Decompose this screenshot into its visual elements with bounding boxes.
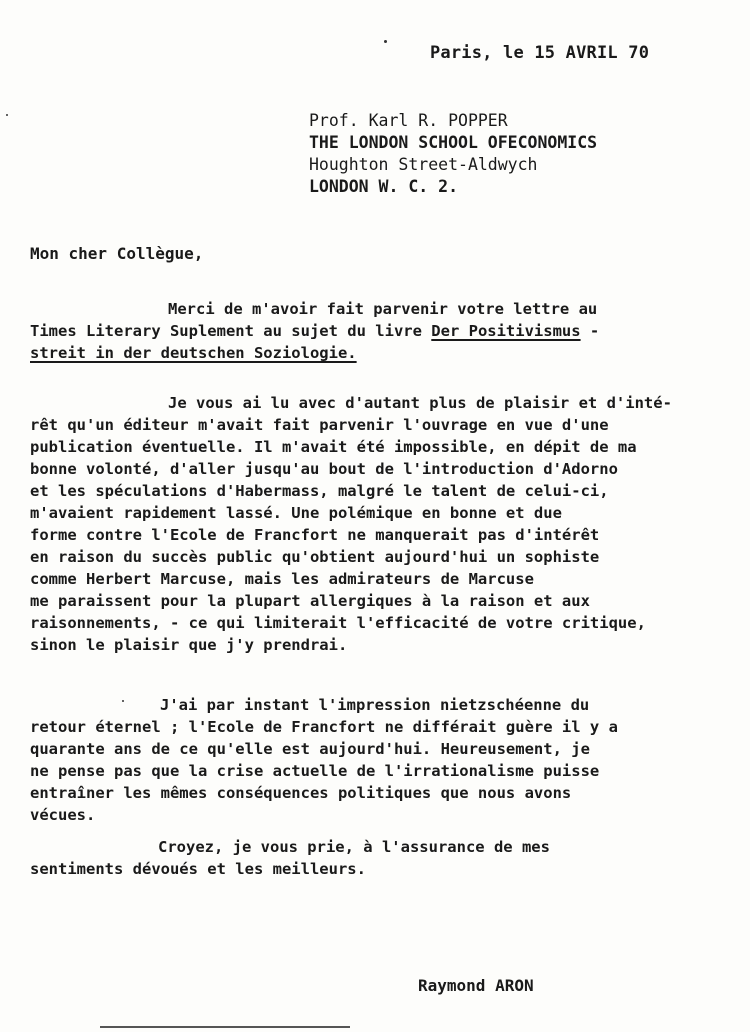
paragraph-line: J'ai par instant l'impression nietzschéenne du: [160, 696, 590, 714]
address-line-institution: THE LONDON SCHOOL OFECONOMICS: [309, 133, 598, 152]
paragraph-4: [30, 836, 735, 880]
recipient-address: [309, 110, 597, 198]
salutation: Mon cher Collègue,: [30, 244, 204, 263]
paragraph-line: Je vous ai lu avec d'autant plus de plaisir et d'inté-: [168, 394, 672, 412]
paragraph-line: en raison du succès public qu'obtient aujourd'hui un sophiste: [30, 548, 600, 566]
paragraph-line: sinon le plaisir que j'y prendrai.: [30, 636, 348, 654]
bottom-rule: [100, 1026, 350, 1028]
paragraph-line: sentiments dévoués et les meilleurs.: [30, 860, 366, 878]
paragraph-line: et les spéculations d'Habermass, malgré le talent de celui-ci,: [30, 482, 609, 500]
paragraph-line: quarante ans de ce qu'elle est aujourd'hui. Heureusement, je: [30, 740, 590, 758]
hyphen: -: [580, 322, 600, 340]
paragraph-line: retour éternel ; l'Ecole de Francfort ne différait guère il y a: [30, 718, 618, 736]
paragraph-line: entraîner les mêmes conséquences politiques que nous avons: [30, 784, 572, 802]
letter-date: Paris, le 15 AVRIL 70: [430, 43, 650, 63]
paragraph-line: [30, 342, 735, 364]
paragraph-line: Croyez, je vous prie, à l'assurance de mes: [158, 838, 550, 856]
signature: Raymond ARON: [418, 976, 534, 995]
paragraph-3: [30, 694, 735, 826]
book-title: Der Positivismus: [431, 322, 581, 340]
paragraph-line: [30, 320, 735, 342]
paragraph-line: bonne volonté, d'aller jusqu'au bout de l'introduction d'Adorno: [30, 460, 618, 478]
paragraph-line-text: Times Literary Suplement au sujet du livre: [30, 322, 432, 340]
paragraph-line: comme Herbert Marcuse, mais les admirateurs de Marcuse: [30, 570, 534, 588]
paragraph-1: [30, 298, 735, 364]
paragraph-line: me paraissent pour la plupart allergiques à la raison et aux: [30, 592, 590, 610]
paper-speck: [6, 114, 8, 116]
address-line-street: Houghton Street-Aldwych: [309, 155, 538, 174]
paragraph-line: rêt qu'un éditeur m'avait fait parvenir l'ouvrage en vue d'une: [30, 416, 609, 434]
paragraph-line: m'avaient rapidement lassé. Une polémique en bonne et due: [30, 504, 562, 522]
paragraph-line: publication éventuelle. Il m'avait été impossible, en dépit de ma: [30, 438, 637, 456]
paper-speck: [384, 40, 387, 43]
paragraph-2: [30, 392, 735, 656]
paragraph-line: Merci de m'avoir fait parvenir votre lettre au: [168, 300, 598, 318]
address-line-city: LONDON W. C. 2.: [309, 177, 459, 196]
paragraph-line: forme contre l'Ecole de Francfort ne manquerait pas d'intérêt: [30, 526, 600, 544]
book-title-continued: streit in der deutschen Soziologie.: [30, 344, 357, 362]
paragraph-line: ne pense pas que la crise actuelle de l'irrationalisme puisse: [30, 762, 600, 780]
paragraph-line: raisonnements, - ce qui limiterait l'efficacité de votre critique,: [30, 614, 646, 632]
paragraph-line: vécues.: [30, 806, 96, 824]
address-line-name: Prof. Karl R. POPPER: [309, 111, 508, 130]
